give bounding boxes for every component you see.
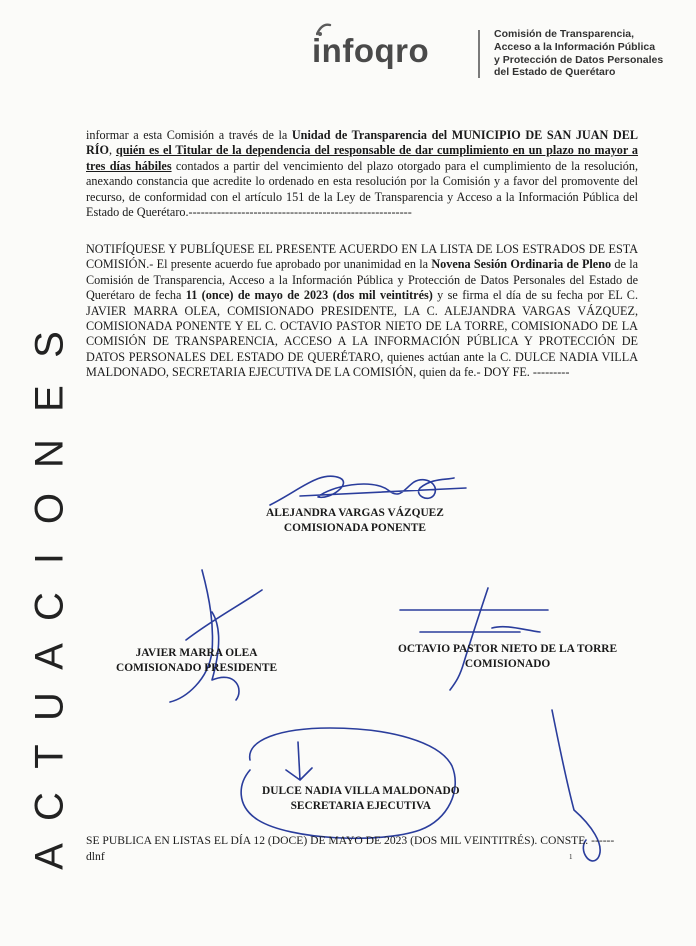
organization-name bbox=[494, 28, 663, 79]
side-letter: C bbox=[27, 592, 72, 621]
signer-role: SECRETARIA EJECUTIVA bbox=[290, 800, 431, 812]
bold-run: Unidad de Transparencia del MUNICIPIO DE SAN JUAN DEL RÍO bbox=[86, 128, 638, 158]
signer-role: COMISIONADO PRESIDENTE bbox=[116, 662, 278, 674]
header-divider bbox=[478, 30, 480, 78]
publication-footer: SE PUBLICA EN LISTAS EL DÍA 12 (DOCE) DE MAYO DE 2023 (DOS MIL VEINTITRÉS). CONSTE. ------ bbox=[86, 834, 615, 847]
signature-block-javier bbox=[116, 646, 277, 676]
text-run: , bbox=[109, 143, 116, 158]
paragraph-notification bbox=[86, 242, 638, 381]
author-initials: dlnf bbox=[86, 850, 105, 863]
signer-name: ALEJANDRA VARGAS VÁZQUEZ bbox=[266, 507, 444, 519]
signature-block-alejandra bbox=[266, 506, 444, 536]
bold-run: 11 (once) de mayo de 2023 (dos mil veintitrés) bbox=[185, 288, 433, 303]
signature-javier bbox=[170, 570, 262, 702]
side-letter: A bbox=[27, 643, 72, 670]
text-run: de la Comisión de Transparencia, Acceso a la Información Pública y Protección de Datos Personales del Estado de Querétaro de fecha bbox=[86, 257, 638, 303]
side-letter: N bbox=[27, 439, 72, 468]
text-run: y se firma el día de su fecha por EL C. JAVIER MARRA OLEA, COMISIONADO PRESIDENTE, LA C. ALEJANDRA VARGAS VÁZQUEZ, COMISIONADA PONENTE Y EL C. OCTAVIO PASTOR NIETO DE LA TORRE, COMISIONADO DE LA COMISIÓN DE TRANSPARENCIA, ACCESO A LA INFORMACIÓN PÚBLICA Y PROTECCIÓN DE DATOS PERSONALES DEL ESTADO DE QUERÉTARO, quienes actúan ante la C. DULCE NADIA VILLA MALDONADO, SECRETARIA EJECUTIVA DE LA COMISIÓN, quien da fe.- DOY FE. --------- bbox=[86, 288, 638, 380]
signature-block-dulce bbox=[262, 784, 460, 814]
text-run: NOTIFÍQUESE Y PUBLÍQUESE EL PRESENTE ACUERDO EN LA LISTA DE LOS ESTRADOS DE ESTA COMISIÓN.- El presente acuerdo fue aprobado por unanimidad en la bbox=[86, 242, 638, 272]
org-line: Acceso a la Información Pública bbox=[494, 40, 656, 53]
text-run: informar a esta Comisión a través de la bbox=[86, 128, 292, 142]
signer-role: COMISIONADA PONENTE bbox=[283, 522, 426, 534]
side-letter: S bbox=[27, 331, 72, 358]
bold-underlined-run: quién es el Titular de la dependencia del responsable de dar cumplimiento en un plazo no mayor a tres días hábiles bbox=[86, 143, 639, 173]
org-line: Comisión de Transparencia, bbox=[494, 28, 635, 40]
text-run: contados a partir del vencimiento del plazo otorgado para el cumplimiento de la resolución, anexando constancia que acredite lo ordenado en esta resolución por la Comisión y a favor del promovente del recurso, de conformidad con el artículo 151 de la Ley de Transparencia y Acceso a la Información Pública del Estado de Querétaro.------------------------------------------------------- bbox=[86, 158, 638, 220]
signer-name: OCTAVIO PASTOR NIETO DE LA TORRE bbox=[398, 643, 618, 655]
side-letter: T bbox=[27, 744, 72, 769]
side-letter: E bbox=[27, 385, 72, 412]
signer-role: COMISIONADO bbox=[464, 658, 551, 670]
side-letter: I bbox=[27, 552, 72, 565]
signer-name: DULCE NADIA VILLA MALDONADO bbox=[262, 785, 460, 797]
side-letter: C bbox=[27, 792, 72, 821]
signature-octavio bbox=[400, 588, 548, 690]
side-letter: A bbox=[27, 843, 72, 870]
paragraph-compliance bbox=[86, 128, 638, 220]
signature-alejandra bbox=[270, 476, 466, 505]
side-letter: O bbox=[27, 492, 72, 525]
infoqro-logo: infoqro bbox=[312, 32, 430, 69]
page-mark: 1 bbox=[569, 853, 573, 861]
org-line: y Protección de Datos Personales bbox=[494, 53, 664, 66]
side-label-actuaciones bbox=[27, 318, 72, 878]
header bbox=[312, 24, 692, 84]
bold-run: Novena Sesión Ordinaria de Pleno bbox=[431, 257, 612, 272]
side-letter: U bbox=[27, 692, 72, 721]
org-line: del Estado de Querétaro bbox=[494, 66, 616, 79]
signer-name: JAVIER MARRA OLEA bbox=[135, 647, 258, 659]
signature-block-octavio bbox=[398, 642, 617, 672]
